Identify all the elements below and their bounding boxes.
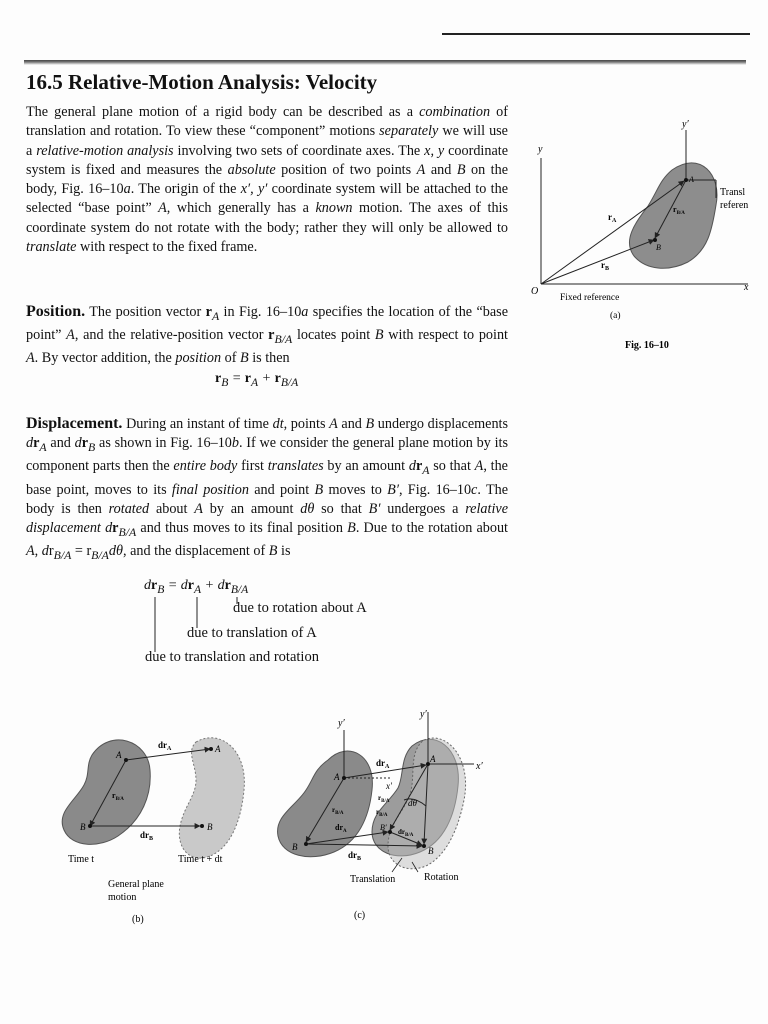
- label-x-prime-c2: x′: [476, 761, 483, 772]
- label-drA-c: $dr_A$: [376, 758, 390, 770]
- label-B: B: [656, 243, 661, 252]
- label-rBA-c2: $r_{B/A}$: [378, 794, 390, 804]
- label-A: A: [689, 175, 694, 184]
- position-equation: $r_B = r_A + r_{B/A}$: [215, 371, 299, 389]
- label-y-prime: y′: [682, 119, 689, 130]
- label-x: x: [744, 282, 749, 293]
- label-rBA-c1: $r_{B/A}$: [332, 806, 344, 816]
- label-A-b: A: [116, 750, 122, 760]
- label-x-prime-c1: x′: [386, 781, 392, 791]
- label-y-prime-c1: y′: [338, 718, 345, 729]
- label-drA-c2: $dr_A$: [335, 823, 347, 834]
- displacement-equation: $dr_B = dr_A + dr_{B/A}$: [144, 578, 249, 596]
- label-drBA-c: $dr_{B/A}$: [398, 828, 414, 838]
- displacement-heading: Displacement.: [26, 415, 123, 432]
- label-rBA-b: $r_{B/A}$: [112, 791, 124, 802]
- label-rA: $r_A$: [608, 212, 617, 224]
- position-text: The position vector $r_A$ in Fig. 16–10a specifies the location of the “base point” A, and the relative-position vector $r_{B/A}$ locates point B with respect to point A. By vector addition, the position of B is then: [26, 304, 508, 367]
- label-y-prime-c2: y′: [420, 709, 427, 720]
- label-rB: $r_B$: [601, 260, 610, 272]
- section-title-text: Relative-Motion Analysis: Velocity: [68, 70, 378, 94]
- label-time-t: Time t: [68, 854, 95, 865]
- label-translation: Translation: [350, 874, 396, 885]
- caption-c: (c): [354, 910, 366, 921]
- label-B-c2: B: [428, 846, 434, 856]
- label-A-c2: A: [430, 754, 436, 764]
- displacement-text: During an instant of time dt, points A and B undergo displacements $dr_A$ and $dr_B$ as shown in Fig. 16–10b. If we consider the general plane motion by its component parts then the entire body first translates by an amount $dr_A$ so that A, the base point, moves to its final position and point B moves to B′, Fig. 16–10c. The body is then rotated about A by an amount dθ so that B′ undergoes a relative displacement $dr_{B/A}$ and thus moves to its final position B. Due to the rotation about A, $dr_{B/A} = r_{B/A}d\theta$, and the displacement of B is: [26, 416, 509, 563]
- label-drB-b: $dr_B$: [140, 830, 154, 842]
- label-A-prime-b: A: [215, 744, 221, 754]
- position-heading: Position.: [26, 303, 86, 320]
- intro-paragraph: The general plane motion of a rigid body can be described as a combination of translation and rotation. To view these “component” motions separately we will use a relative-motion analysis involving two sets of coordinate axes. The x, y coordinate system is fixed and measures the absolute position of two points A and B on the body, Fig. 16–10a. The origin of the x′, y′ coordinate system will be attached to the selected “base point” A, which generally has a known motion. The axes of this coordinate system do not rotate with the body; rather they will only be allowed to translate with respect to the fixed frame.: [26, 104, 509, 256]
- annotation-translation-rotation: due to translation and rotation: [145, 649, 319, 665]
- caption-a: (a): [610, 311, 621, 321]
- section-number: 16.5: [26, 70, 63, 94]
- label-rotation: Rotation: [424, 872, 459, 883]
- label-translating-ref-1: Transl: [720, 187, 746, 198]
- label-B-c1: B: [292, 842, 298, 852]
- caption-b: (b): [132, 914, 144, 925]
- annotation-rotation: due to rotation about A: [233, 600, 367, 616]
- label-y: y: [538, 144, 543, 155]
- label-dtheta: dθ: [408, 798, 417, 808]
- label-drB-c: $dr_B$: [348, 850, 362, 862]
- label-time-tdt: Time t + dt: [178, 854, 223, 865]
- label-B-prime-b: B: [207, 822, 213, 832]
- label-rBA-c3: $r_{B/A}$: [376, 808, 388, 818]
- label-B-prime-c: B′: [380, 823, 387, 832]
- figure-number: Fig. 16–10: [625, 340, 669, 351]
- label-rBA: $r_{B/A}$: [673, 205, 685, 216]
- annotation-translation: due to translation of A: [187, 625, 317, 641]
- label-translating-ref-2: referen: [720, 200, 749, 211]
- label-B-b: B: [80, 822, 86, 832]
- label-origin: O: [531, 286, 539, 297]
- label-A-c1: A: [334, 772, 340, 782]
- label-fixed-ref: Fixed reference: [560, 293, 620, 303]
- label-drA-b: $dr_A$: [158, 740, 172, 752]
- label-general-2: motion: [108, 892, 137, 903]
- label-general-1: General plane: [108, 879, 164, 890]
